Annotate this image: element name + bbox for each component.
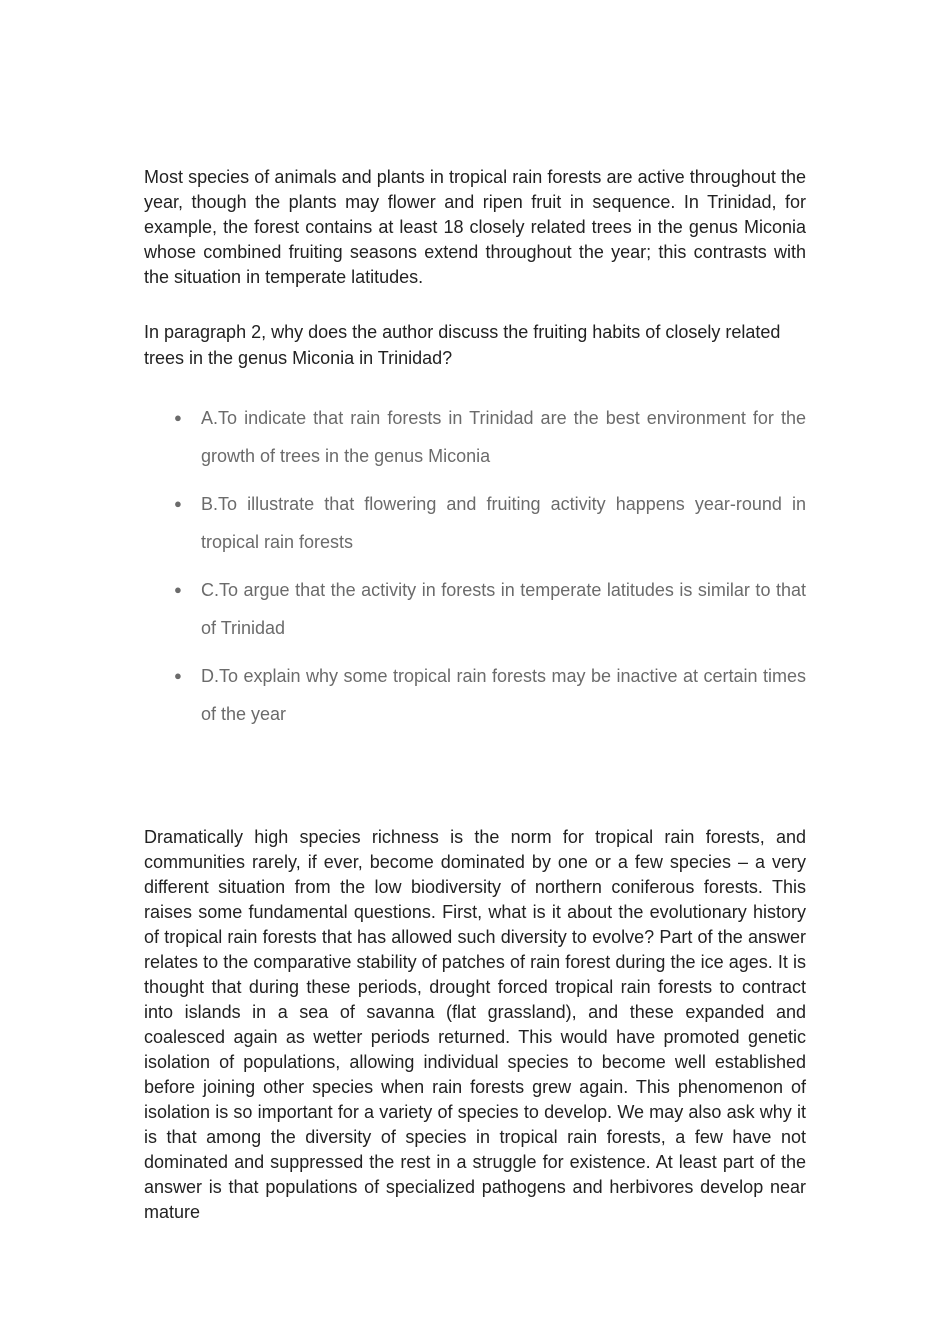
bullet-icon: ● — [174, 410, 182, 425]
option-d-text: D.To explain why some tropical rain forests may be inactive at certain times of the year — [201, 666, 806, 724]
question-text: In paragraph 2, why does the author discuss the fruiting habits of closely related trees in the genus Miconia in Trinidad? — [144, 322, 781, 368]
option-b-text: B.To illustrate that flowering and fruiting activity happens year-round in tropical rain forests — [201, 494, 806, 552]
option-a-text: A.To indicate that rain forests in Trinidad are the best environment for the growth of trees in the genus Miconia — [201, 408, 806, 466]
option-c[interactable] — [144, 571, 806, 647]
paragraph-2: Dramatically high species richness is the norm for tropical rain forests, and communities rarely, if ever, become dominated by one or a few species – a very different situation from the low biodiversity of northern coniferous forests. This raises some fundamental questions. First, what is it about the evolutionary history of tropical rain forests that has allowed such diversity to evolve? Part of the answer relates to the comparative stability of patches of rain forest during the ice ages. It is thought that during these periods, drought forced tropical rain forests to contract into islands in a sea of savanna (flat grassland), and these expanded and coalesced again as wetter periods returned. This would have promoted genetic isolation of populations, allowing individual species to become well established before joining other species when rain forests grew again. This phenomenon of isolation is so important for a variety of species to develop. We may also ask why it is that among the diversity of species in tropical rain forests, a few have not dominated and suppressed the rest in a struggle for existence. At least part of the answer is that populations of specialized pathogens and herbivores develop near mature — [144, 827, 806, 1222]
bullet-icon: ● — [174, 668, 182, 683]
option-b[interactable] — [144, 485, 806, 561]
option-d[interactable] — [144, 657, 806, 733]
answer-options-list — [144, 399, 806, 743]
bullet-icon: ● — [174, 496, 182, 511]
paragraph-1: Most species of animals and plants in tropical rain forests are active throughout the year, though the plants may flower and ripen fruit in sequence. In Trinidad, for example, the forest contains at least 18 closely related trees in the genus Miconia whose combined fruiting seasons extend throughout the year; this contrasts with the situation in temperate latitudes. — [144, 167, 806, 287]
option-a[interactable] — [144, 399, 806, 475]
option-c-text: C.To argue that the activity in forests in temperate latitudes is similar to that of Trinidad — [201, 580, 806, 638]
bullet-icon: ● — [174, 582, 182, 597]
